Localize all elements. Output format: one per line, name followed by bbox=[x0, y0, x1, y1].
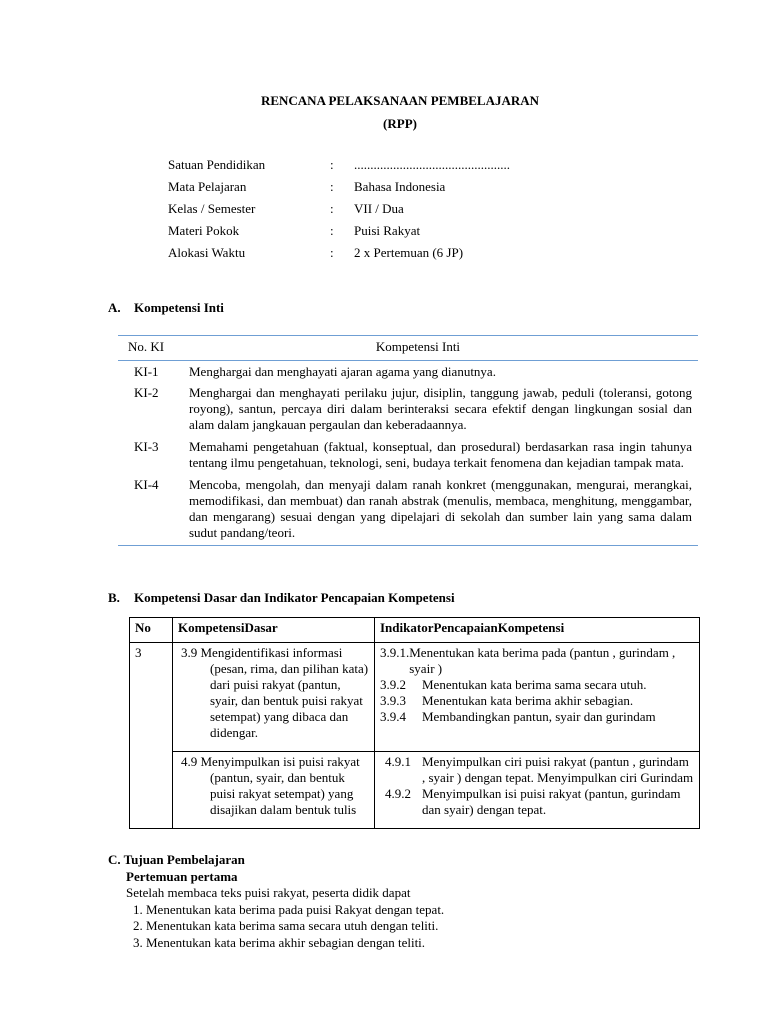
list-item bbox=[385, 754, 694, 786]
table-row bbox=[130, 752, 700, 829]
list-item bbox=[380, 709, 694, 725]
identity-value: Puisi Rakyat bbox=[354, 223, 421, 238]
ki-text: Menghargai dan menghayati ajaran agama yang dianutnya. bbox=[189, 364, 496, 379]
list-item bbox=[380, 693, 694, 709]
list-item: 2. Menentukan kata berima sama secara utuh dengan teliti. bbox=[146, 918, 708, 935]
kd-row-number: 3 bbox=[130, 643, 173, 829]
identity-key: Mata Pelajaran bbox=[168, 179, 247, 194]
section-b-marker: B. bbox=[108, 590, 120, 605]
identity-key: Kelas / Semester bbox=[168, 201, 256, 216]
indicator-text: Menyimpulkan isi puisi rakyat (pantun, gurindam dan syair) dengan tepat. bbox=[422, 786, 681, 817]
kompetensi-inti-table bbox=[118, 335, 698, 546]
indicator-cell bbox=[375, 643, 700, 752]
identity-colon: : bbox=[330, 201, 334, 216]
ki-number: KI-1 bbox=[134, 364, 159, 379]
kd-cell bbox=[173, 643, 375, 752]
identity-row bbox=[168, 222, 628, 244]
table-row bbox=[118, 471, 698, 541]
identity-row bbox=[168, 178, 628, 200]
indicator-text: Membandingkan pantun, syair dan gurindam bbox=[422, 709, 656, 724]
section-a-marker: A. bbox=[108, 300, 121, 315]
ki-col-header-ki: Kompetensi Inti bbox=[375, 339, 461, 354]
table-header-row bbox=[130, 618, 700, 643]
ki-col-header-no: No. KI bbox=[128, 339, 165, 354]
list-item: 1. Menentukan kata berima pada puisi Rakyat dengan tepat. bbox=[146, 902, 708, 919]
identity-value: VII / Dua bbox=[354, 201, 404, 216]
kd-col-header-no: No bbox=[130, 618, 173, 643]
indicator-text: Menentukan kata berima akhir sebagian. bbox=[422, 693, 634, 708]
indicator-number: 3.9.2 bbox=[380, 677, 406, 692]
ki-text: Memahami pengetahuan (faktual, konseptual, dan prosedural) berdasarkan rasa ingin tahunya tentang ilmu pengetahuan, teknologi, seni, budaya terkait fenomena dan kejadian tampak mata. bbox=[189, 439, 692, 470]
section-a-title: Kompetensi Inti bbox=[134, 300, 224, 315]
identity-key: Materi Pokok bbox=[168, 223, 240, 238]
identity-row bbox=[168, 200, 628, 222]
document-subtitle: (RPP) bbox=[383, 116, 417, 131]
table-row bbox=[118, 361, 698, 380]
identity-row bbox=[168, 244, 628, 266]
indicator-number: 4.9.1 bbox=[385, 754, 411, 769]
identity-colon: : bbox=[330, 223, 334, 238]
meeting-heading: Pertemuan pertama bbox=[126, 868, 238, 884]
list-item: 3. Menentukan kata berima akhir sebagian dengan teliti. bbox=[146, 935, 708, 952]
kd-text: 4.9 Menyimpulkan isi puisi rakyat (pantun, syair, dan bentuk puisi rakyat setempat) yang disajikan dalam bentuk tulis bbox=[181, 754, 360, 817]
indicator-cell bbox=[375, 752, 700, 829]
section-a-heading bbox=[108, 300, 224, 316]
indicator-number: 4.9.2 bbox=[385, 786, 411, 801]
table-row bbox=[118, 433, 698, 471]
section-b-title: Kompetensi Dasar dan Indikator Pencapaian Kompetensi bbox=[134, 590, 455, 605]
list-item bbox=[380, 677, 694, 693]
table-row bbox=[118, 380, 698, 433]
indicator-number: 3.9.1. bbox=[380, 645, 410, 660]
section-c-heading: C. Tujuan Pembelajaran bbox=[108, 852, 245, 867]
document-title: RENCANA PELAKSANAAN PEMBELAJARAN bbox=[260, 93, 540, 108]
ki-text: Mencoba, mengolah, dan menyaji dalam ranah konkret (menggunakan, mengurai, merangkai, memodifikasi, dan membuat) dan ranah abstrak (menulis, membaca, menghitung, menggambar, dan mengarang) sesuai dengan yang dipelajari di sekolah dan sumber lain yang sama dalam sudut pandang/teori. bbox=[189, 477, 692, 540]
identity-colon: : bbox=[330, 179, 334, 194]
identity-value: 2 x Pertemuan (6 JP) bbox=[354, 245, 464, 260]
table-row bbox=[130, 643, 700, 752]
list-item bbox=[380, 645, 694, 677]
identity-colon: : bbox=[330, 245, 334, 260]
ki-number: KI-3 bbox=[134, 439, 159, 454]
list-item bbox=[385, 786, 694, 818]
identity-value: ................................................ bbox=[354, 157, 510, 172]
kompetensi-dasar-table bbox=[129, 617, 700, 829]
identity-colon: : bbox=[330, 157, 334, 172]
indicator-number: 3.9.4 bbox=[380, 709, 406, 724]
indicator-text: Menentukan kata berima sama secara utuh. bbox=[422, 677, 647, 692]
ki-table-header bbox=[118, 335, 698, 361]
goals-list bbox=[108, 902, 708, 952]
identity-key: Satuan Pendidikan bbox=[168, 157, 266, 172]
kd-col-header-indicator: IndikatorPencapaianKompetensi bbox=[375, 618, 700, 643]
goals-intro: Setelah membaca teks puisi rakyat, peserta didik dapat bbox=[126, 885, 411, 900]
tujuan-section bbox=[108, 852, 708, 951]
indicator-text: Menentukan kata berima pada (pantun , gurindam , syair ) bbox=[409, 645, 676, 676]
identity-key: Alokasi Waktu bbox=[168, 245, 246, 260]
ki-number: KI-2 bbox=[134, 385, 159, 400]
identity-row bbox=[168, 156, 628, 178]
kd-text: 3.9 Mengidentifikasi informasi (pesan, rima, dan pilihan kata) dari puisi rakyat (pantun, syair, dan bentuk puisi rakyat setempat) yang dibaca dan didengar. bbox=[181, 645, 369, 740]
identity-value: Bahasa Indonesia bbox=[354, 179, 446, 194]
kd-col-header-kd: KompetensiDasar bbox=[173, 618, 375, 643]
ki-number: KI-4 bbox=[134, 477, 159, 492]
indicator-number: 3.9.3 bbox=[380, 693, 406, 708]
ki-text: Menghargai dan menghayati perilaku jujur, disiplin, tanggung jawab, peduli (toleransi, gotong royong), santun, percaya diri dalam berinteraksi secara efektif dengan lingkungan sosial dan alam dalam jangkauan pergaulan dan keberadaannya. bbox=[189, 385, 692, 432]
kd-cell bbox=[173, 752, 375, 829]
identity-block bbox=[168, 156, 628, 266]
indicator-text: Menyimpulkan ciri puisi rakyat (pantun , gurindam , syair ) dengan tepat. Menyimpulkan ciri Gurindam bbox=[422, 754, 694, 785]
section-b-heading bbox=[108, 590, 455, 606]
ki-table-bottom-rule bbox=[118, 541, 698, 546]
